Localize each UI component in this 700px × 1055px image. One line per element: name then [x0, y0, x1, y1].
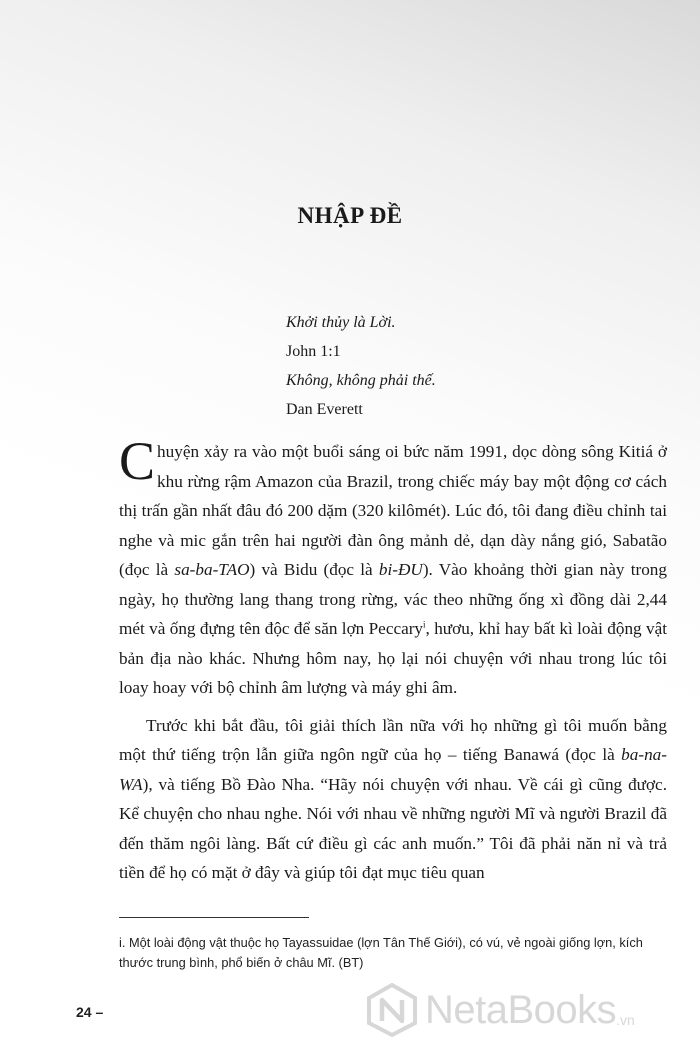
watermark-suffix: .vn — [616, 1012, 635, 1028]
paragraph-2-text: Trước khi bắt đầu, tôi giải thích lần nữa với họ những gì tôi muốn bằng một thứ tiếng trộn lẫn giữa ngôn ngữ của họ – tiếng Banawá (đọc là — [119, 715, 667, 764]
paragraph-2-text: ), và tiếng Bồ Đào Nha. “Hãy nói chuyện với nhau. Về cái gì cũng được. Kể chuyện cho nhau nghe. Nói với nhau về những người Mĩ và người Brazil đã đến thăm ngôi làng. Bất cứ điều gì các anh muốn.” Tôi đã phải năn nỉ và trả tiền để họ có mặt ở đây và giúp tôi đạt mục tiêu quan — [119, 774, 667, 882]
paragraph-1 — [119, 431, 668, 703]
paragraph-1-text: , hươu, khỉ hay bất kì loài động vật bản địa nào khác. Nhưng hôm nay, họ lại nói chuyện với nhau trong lúc tôi loay hoay với bộ chỉnh âm lượng và máy ghi âm. — [119, 619, 668, 697]
watermark-brand: NetaBooks — [425, 987, 617, 1032]
watermark — [365, 980, 695, 1040]
pronunciation-bidu: bi-ĐU — [378, 560, 423, 579]
body-text — [119, 431, 668, 888]
epigraph-quote-1: Khởi thủy là Lời. — [286, 314, 396, 331]
paragraph-1-text: ). Vào khoảng thời gian này trong ngày, họ thường lang thang trong rừng, vác theo những ống xì đồng dài 2,44 mét và ống đựng tên độc để săn lợn Peccary — [119, 560, 667, 638]
drop-cap: C — [119, 431, 156, 491]
footnote: i. Một loài động vật thuộc họ Tayassuidae (lợn Tân Thế Giới), có vú, vẻ ngoài giống lợn, kích thước trung bình, phổ biến ở châu Mĩ. (BT) — [119, 935, 643, 970]
pronunciation-sabatao: sa-ba-TAO — [174, 560, 250, 579]
paragraph-1-text: huyện xảy ra vào một buổi sáng oi bức năm 1991, dọc dòng sông Kitiá ở khu rừng rậm Amazon của Brazil, trong chiếc máy bay một động cơ cách thị trấn gần nhất đâu đó 200 dặm (320 kilômét). Lúc đó, tôi đang điều chỉnh tai nghe và mic gắn trên hai người đàn ông mảnh dẻ, dạn dày nắng gió, Sabatão (đọc là — [119, 442, 667, 579]
page-number: 24 – — [76, 1004, 104, 1020]
paragraph-2 — [119, 711, 667, 888]
paragraph-1-text: ) và Bidu (đọc là — [249, 560, 379, 579]
epigraph-source-1: John 1:1 — [286, 343, 341, 360]
footnote-marker: i — [423, 619, 426, 630]
epigraph-source-2: Dan Everett — [286, 401, 363, 418]
netabooks-logo-icon — [365, 983, 419, 1037]
epigraph-quote-2: Không, không phải thế. — [286, 372, 436, 389]
pronunciation-banawa: ba-na-WA — [119, 745, 667, 794]
chapter-title: NHẬP ĐỀ — [297, 203, 403, 228]
footnote-divider — [119, 917, 309, 918]
epigraph — [286, 308, 436, 424]
